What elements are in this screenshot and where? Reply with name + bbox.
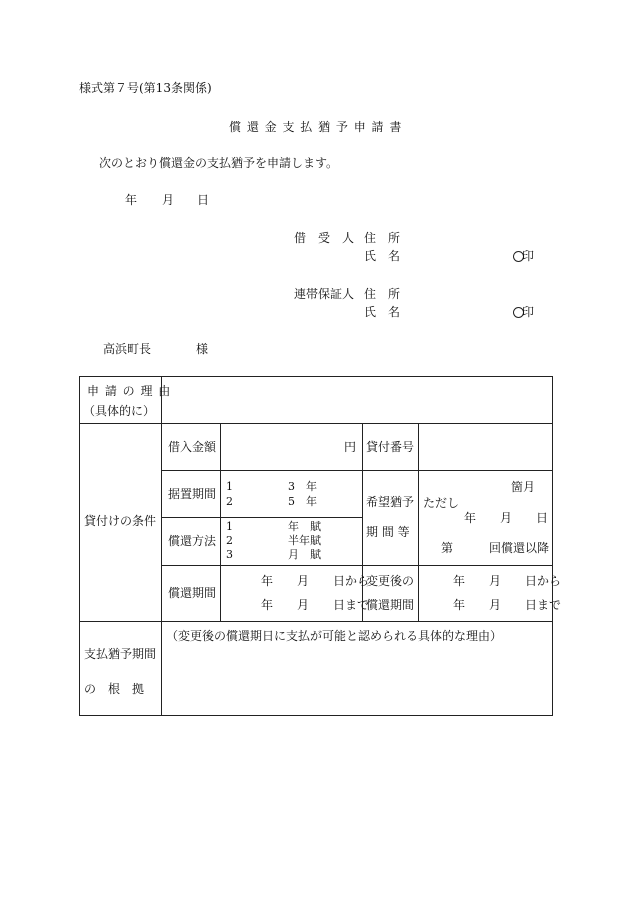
date-day-label: 日 — [197, 193, 210, 207]
table-rule — [161, 517, 362, 518]
basis-sublabel: の 根 拠 — [84, 682, 145, 696]
changed-period-label: 変更後の — [366, 574, 415, 588]
desired-period-label: 希望猶予 — [366, 495, 415, 509]
table-rule — [80, 621, 552, 622]
desired-date: 年 月 日 — [464, 511, 549, 525]
borrower-role-label: 借 受 人 — [294, 231, 355, 245]
loan-number-label: 貸付番号 — [366, 440, 415, 454]
guarantor-address-label: 住 所 — [364, 287, 401, 301]
recipient-honorific: 様 — [196, 342, 209, 356]
desired-proviso: ただし — [423, 496, 460, 510]
guarantor-name-label: 氏 名 — [364, 305, 401, 319]
borrower-seal — [513, 250, 534, 262]
guarantor-role-label: 連帯保証人 — [294, 287, 355, 301]
borrower-address-label: 住 所 — [364, 231, 401, 245]
basis-label: 支払猶予期間 — [84, 647, 157, 661]
repayment-method-label: 償還方法 — [168, 534, 217, 548]
date-month-label: 月 — [162, 193, 175, 207]
borrower-seal-label: 印 — [522, 249, 535, 263]
reason-sublabel: （具体的に） — [83, 404, 156, 418]
repay-option-1: 1 年 賦 — [226, 520, 321, 533]
repayment-period-label: 償還期間 — [168, 586, 217, 600]
grace-option-1: 1 3 年 — [226, 480, 317, 493]
desired-months-unit: 箇月 — [511, 480, 536, 494]
loan-amount-label: 借入金額 — [168, 440, 217, 454]
table-rule — [362, 423, 363, 621]
intro-sentence: 次のとおり償還金の支払猶予を申請します。 — [99, 156, 339, 170]
repay-option-3: 3 月 賦 — [226, 548, 321, 561]
changed-period-to: 年 月 日まで — [453, 598, 562, 612]
guarantor-seal-label: 印 — [522, 305, 535, 319]
repay-period-from: 年 月 日から — [261, 574, 370, 588]
basis-hint: （変更後の償還期日に支払が可能と認められる具体的な理由） — [166, 629, 503, 643]
table-rule — [418, 423, 419, 621]
changed-period-from: 年 月 日から — [453, 574, 562, 588]
repay-option-2: 2 半年賦 — [226, 534, 321, 547]
table-rule — [220, 423, 221, 621]
repay-period-to: 年 月 日まで — [261, 598, 370, 612]
borrower-name-label: 氏 名 — [364, 249, 401, 263]
desired-from-installment: 第 回償還以降 — [441, 541, 550, 555]
grace-period-label: 据置期間 — [168, 487, 217, 501]
application-form-table — [79, 376, 562, 716]
document-title: 償 還 金 支 払 猶 予 申 請 書 — [229, 120, 403, 134]
table-rule — [161, 377, 162, 715]
loan-amount-unit: 円 — [344, 440, 357, 454]
guarantor-seal — [513, 306, 534, 318]
conditions-label: 貸付けの条件 — [84, 514, 157, 528]
grace-option-2: 2 5 年 — [226, 495, 317, 508]
changed-period-sublabel: 償還期間 — [366, 598, 415, 612]
recipient-name: 高浜町長 — [103, 342, 152, 356]
table-rule — [80, 423, 552, 424]
reason-label: 申 請 の 理 由 — [87, 384, 172, 398]
desired-period-sublabel: 期 間 等 — [366, 525, 410, 539]
form-number: 様式第７号(第13条関係) — [79, 81, 212, 95]
date-year-label: 年 — [125, 193, 138, 207]
